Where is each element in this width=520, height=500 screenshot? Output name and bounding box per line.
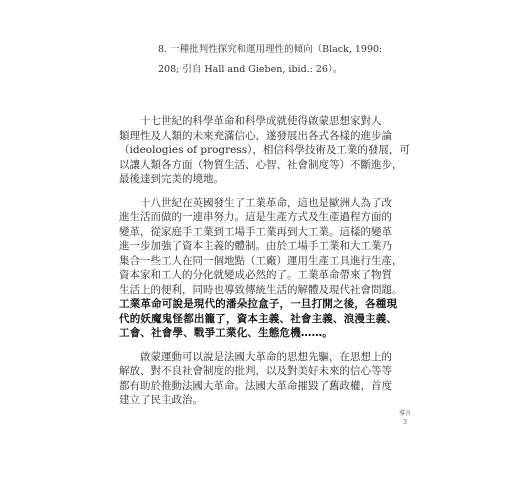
bold-text-line: 代的妖魔鬼怪都出籠了，資本主義、社會主義、浪漫主義、 <box>119 312 398 325</box>
bold-text-line: 工業革命可說是現代的潘朵拉盒子，一旦打開之後，各種現 <box>119 298 398 310</box>
text-line: 生活上的便利，同時也導致傳統生活的解體及現代社會問題。 <box>119 283 403 296</box>
text-line: 集合一些工人在同一個地點（工廠）運用生產工具進行生產， <box>119 254 403 267</box>
list-item-8 <box>158 40 420 80</box>
text-line: 類理性及人類的未來充滿信心，遂發展出各式各樣的進步論 <box>119 129 392 142</box>
list-item-line-1: 8. 一種批判性探究和運用理性的傾向（Black, 1990: <box>158 44 383 55</box>
text-line: 都有助於推動法國大革命。法國大革命摧毀了舊政權，首度 <box>119 379 392 392</box>
text-line: 以讓人類各方面（物質生活、心智、社會制度等）不斷進步， <box>119 158 403 171</box>
text-line: 變革，從家庭手工業到工場手工業再到大工業。這樣的變革 <box>119 225 392 238</box>
text-line: 最後達到完美的境地。 <box>119 173 224 185</box>
text-line: 建立了民主政治。 <box>119 394 203 406</box>
text-line: 解放、對不良社會制度的批判，以及對美好未來的信心等等 <box>119 365 392 377</box>
text-line: 進生活而做的一連串努力。這是生產方式及生產過程方面的 <box>119 211 392 223</box>
text-line: 十八世紀在英國發生了工業革命，這也是歐洲人為了改 <box>140 196 392 209</box>
paragraph-enlightenment-french-revolution <box>119 350 422 408</box>
text-line: 資本家和工人的分化就變成必然的了。工業革命帶來了物質 <box>119 269 392 281</box>
page-footer <box>390 409 420 427</box>
paragraph-scientific-revolution <box>119 114 422 187</box>
body-text <box>119 114 422 417</box>
text-line: 啟蒙運動可以說是法國大革命的思想先驅，在思想上的 <box>140 350 392 363</box>
text-line: 十七世紀的科學革命和科學成就使得啟蒙思想家對人 <box>140 115 382 127</box>
page-number: 3 <box>403 419 407 426</box>
list-item-line-2: 208; 引自 Hall and Gieben, ibid.: 26）。 <box>158 64 343 75</box>
paragraph-industrial-revolution <box>119 196 422 341</box>
bold-text-line: 工會、社會學、戰爭工業化、生態危機……。 <box>119 327 333 339</box>
text-line: （ideologies of progress），相信科學技術及工業的發展，可 <box>119 144 410 156</box>
text-line: 進一步加強了資本主義的體制。由於工場手工業和大工業乃 <box>119 240 392 252</box>
section-label: 導言 <box>398 410 411 417</box>
